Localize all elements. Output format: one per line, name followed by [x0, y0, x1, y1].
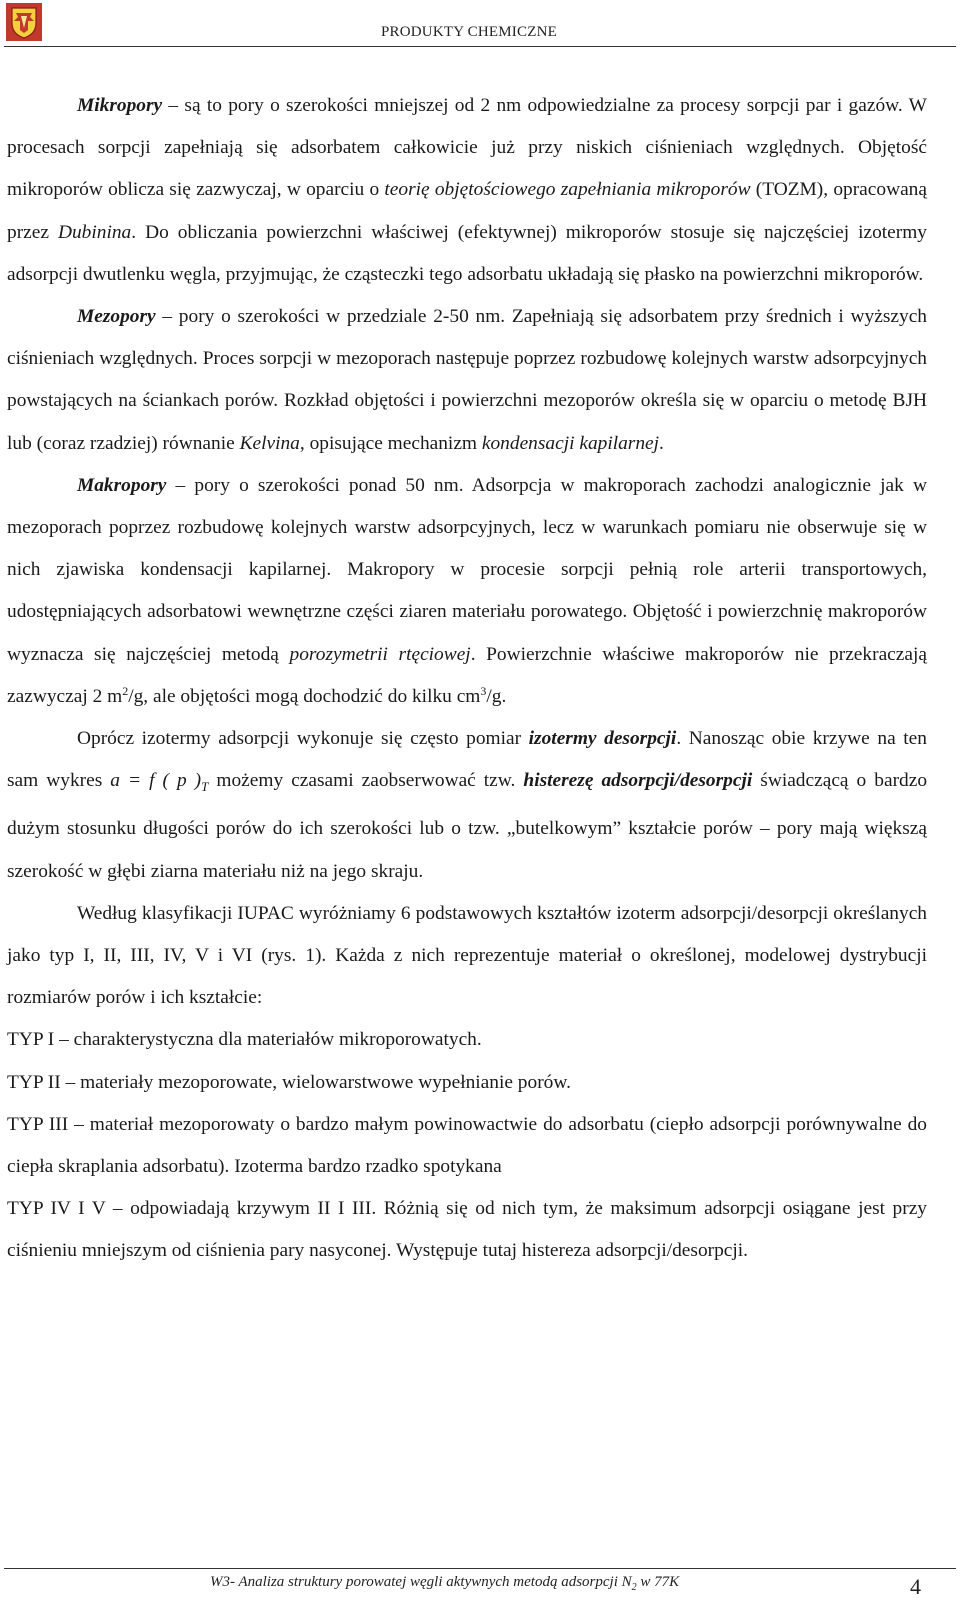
term-macropores: Makropory	[77, 474, 167, 496]
text-span: (TOZM), opracowaną przez	[7, 179, 927, 243]
text-span: . Nanosząc obie krzywe na ten sam wykres	[7, 728, 927, 792]
text-span: Oprócz izotermy adsorpcji wykonuje się często pomiar	[77, 728, 529, 750]
text-span: , opisujące mechanizm	[299, 432, 482, 454]
paragraph-iupac: Według klasyfikacji IUPAC wyróżniamy 6 podstawowych kształtów izoterm adsorpcji/desorpcji określanych jako typ I, II, III, IV, V i VI (rys. 1). Każda z nich reprezentuje materiał o określonej, modelowej dystrybucji rozmiarów porów i ich kształcie:	[7, 902, 927, 1009]
term-hysteresis: histerezę adsorpcji/desorpcji	[523, 770, 753, 792]
term-desorption-isotherm: izotermy desorpcji	[528, 728, 677, 750]
superscript: 3	[480, 683, 487, 698]
text-span: . Do obliczania powierzchni właściwej (efektywnej) mikroporów stosuje się najczęściej izotermy adsorpcji dwutlenku węgla, przyjmując, że cząsteczki tego adsorbatu układają się płasko na powierzchni mikroporów.	[7, 221, 927, 285]
text-span: świadczącą o bardzo dużym stosunku długości porów do ich szerokości lub o tzw. „butelkowym” kształcie porów – pory mają większą szerokość w głębi ziarna materiału niż na jego skraju.	[7, 770, 928, 882]
type-item: TYP I – charakterystyczna dla materiałów mikroporowatych.	[7, 1029, 482, 1051]
page-header	[0, 0, 960, 50]
type-item: TYP III – materiał mezoporowaty o bardzo małym powinowactwie do adsorbatu (ciepło adsorpcji porównywalne do ciepła skraplania adsorbatu). Izoterma bardzo rzadko spotykana	[7, 1113, 927, 1177]
text-span: /g.	[486, 685, 507, 707]
text-span: – są to pory o szerokości mniejszej od 2 nm odpowiedzialne za procesy sorpcji par i gazów. W procesach sorpcji zapełniają się adsorbatem całkowicie już przy niskich ciśnieniach względnych. Objętość mikroporów oblicza się zazwyczaj, w oparciu o	[7, 95, 927, 201]
superscript: 2	[122, 683, 129, 698]
italic-span: teorię objętościowego zapełniania mikroporów	[384, 179, 751, 201]
footer-title-main: W3- Analiza struktury porowatej węgli aktywnych metodą adsorpcji N	[210, 1574, 632, 1590]
type-item: TYP IV I V – odpowiadają krzywym II I III. Różnią się od nich tym, że maksimum adsorpcji osiągane jest przy ciśnieniu mniejszym od ciśnienia pary nasyconej. Występuje tutaj histereza adsorpcji/desorpcji.	[7, 1198, 927, 1262]
type-item: TYP II – materiały mezoporowate, wielowarstwowe wypełnianie porów.	[7, 1071, 571, 1093]
text-span: – pory o szerokości w przedziale 2-50 nm. Zapełniają się adsorbatem przy średnich i wyższych ciśnieniach względnych. Proces sorpcji w mezoporach następuje poprzez rozbudowę kolejnych warstw adsorpcyjnych powstających na ściankach porów. Rozkład objętości i powierzchni mezoporów określa się w oparciu o metodę BJH lub (coraz rzadziej) równanie	[7, 306, 927, 454]
header-title: PRODUKTY CHEMICZNE	[381, 24, 557, 40]
text-span: /g, ale objętości mogą dochodzić do kilku cm	[128, 685, 481, 707]
page-content	[7, 85, 927, 1273]
footer-divider	[4, 1568, 956, 1569]
text-span: .	[659, 432, 664, 454]
term-micropores: Mikropory	[77, 95, 163, 116]
text-span: – pory o szerokości ponad 50 nm. Adsorpcja w makroporach zachodzi analogicznie jak w mezoporach poprzez rozbudowę kolejnych warstw adsorpcyjnych, lecz w warunkach pomiaru nie obserwuje się w nich zjawiska kondensacji kapilarnej. Makropory w procesie sorpcji pełnią role arterii transportowych, udostępniających adsorbatowi wewnętrzne części ziaren materiału porowatego. Objętość i powierzchnię makroporów wyznacza się najczęściej metodą	[7, 474, 927, 665]
formula-text: a = f ( p )	[110, 770, 202, 792]
text-span: możemy czasami zaobserwować tzw.	[208, 770, 524, 792]
italic-span: Kelvina	[239, 432, 300, 454]
paragraph-mesopores	[7, 296, 927, 465]
page-number: 4	[910, 1574, 921, 1599]
paragraph-desorption	[7, 718, 927, 893]
footer-title-subscript: 2	[631, 1582, 637, 1593]
italic-span: kondensacji kapilarnej	[481, 432, 660, 454]
footer-title	[210, 1574, 679, 1593]
formula	[110, 770, 209, 795]
crest-logo-icon	[6, 3, 42, 41]
term-mesopores: Mezopory	[77, 306, 156, 328]
footer-title-end: w 77K	[636, 1574, 680, 1590]
formula-subscript: T	[201, 779, 209, 795]
text-span: . Powierzchnie właściwe makroporów nie przekraczają zazwyczaj 2 m	[7, 643, 927, 707]
italic-span: porozymetrii rtęciowej	[289, 643, 471, 665]
header-divider	[4, 46, 956, 47]
paragraph-micropores	[7, 85, 927, 296]
paragraph-macropores	[7, 465, 927, 718]
italic-span: Dubinina	[57, 221, 132, 243]
